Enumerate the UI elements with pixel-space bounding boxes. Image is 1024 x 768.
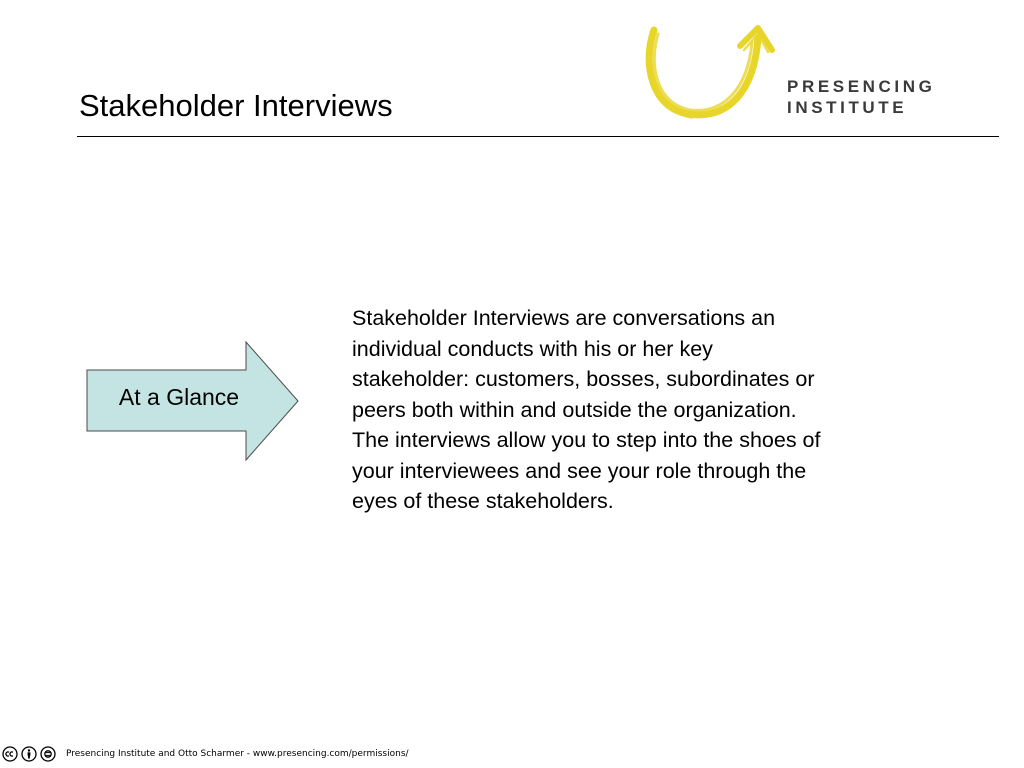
attribution-icon [21,746,37,762]
description-line: The interviews allow you to step into the shoes of [352,428,821,452]
presencing-wordmark [787,76,935,118]
description-line: stakeholder: customers, bosses, subordinates or [352,367,815,391]
title-divider [77,136,999,137]
description-line: peers both within and outside the organization. [352,397,797,422]
footer-credit: Presencing Institute and Otto Scharmer - www.presencing.com/permissions/ [66,749,409,759]
footer [2,744,409,764]
description-line: your interviewees and see your role through the [352,458,807,483]
description-paragraph [352,303,920,517]
wordmark-line-1: PRESENCING [787,77,936,96]
noncommercial-icon [40,746,56,762]
slide-title: Stakeholder Interviews [79,88,393,123]
wordmark-line-2: INSTITUTE [787,98,908,117]
description-line: eyes of these stakeholders. [352,489,614,513]
arrow-label: At a Glance [118,384,240,410]
description-line: individual conducts with his or her key [352,336,713,361]
presencing-logo-icon [640,24,780,124]
cc-icon [2,746,18,762]
description-line: Stakeholder Interviews are conversations an [352,306,776,330]
